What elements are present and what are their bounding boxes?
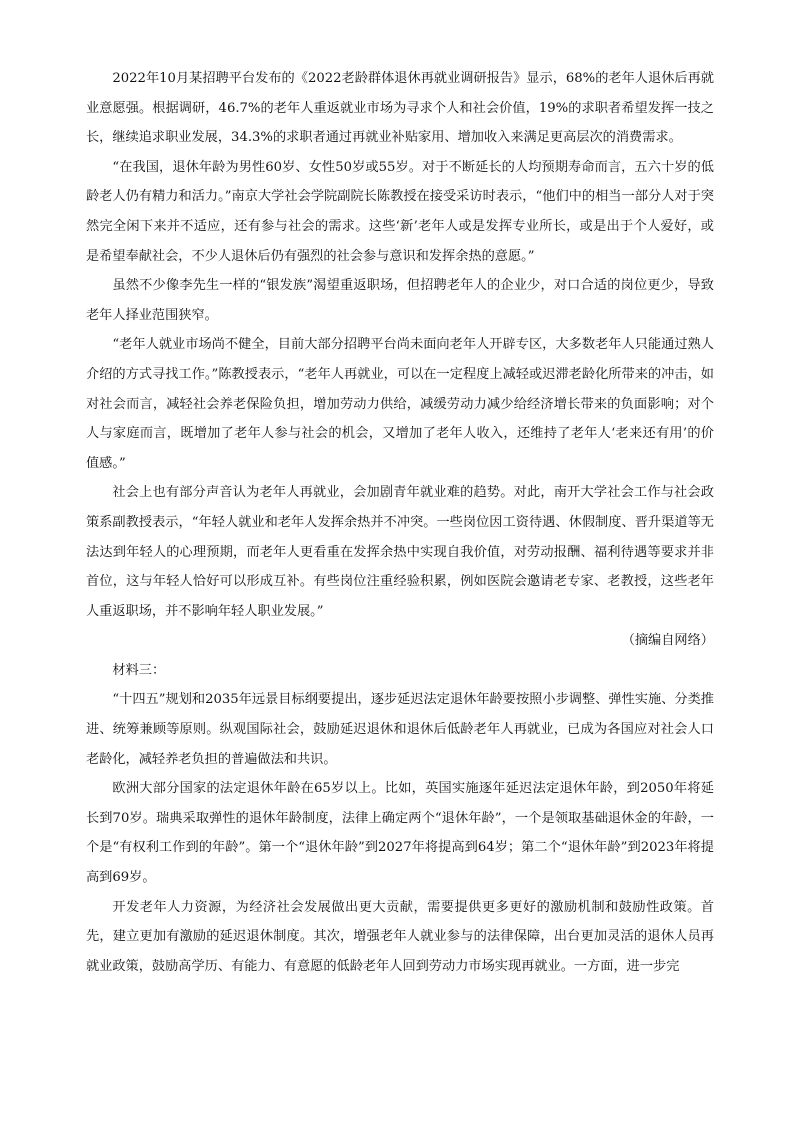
source-note: （摘编自网络） xyxy=(621,633,714,649)
paragraph-europe: 欧洲大部分国家的法定退休年龄在65岁以上。比如，英国实施逐年延迟法定退休年龄，到2050年将延长到70岁。瑞典采取弹性的退休年龄制度，法律上确定两个“退休年龄”，一个是领取基础退休金的年龄，一个是“有权利工作到的年龄”。第一个“退休年龄”到2027年将提高到64岁；第二个“退休年龄”到2023年将提高到69岁。 xyxy=(86,781,714,886)
paragraph-policy: “十四五”规划和2035年远景目标纲要提出，逐步延迟法定退休年龄要按照小步调整、弹性实施、分类推进、统筹兼顾等原则。纵观国际社会，鼓励延迟退休和退休后低龄老年人再就业，已成为各国应对社会人口老龄化，减轻养老负担的普遍做法和共识。 xyxy=(86,692,714,767)
paragraph-youth-employment: 社会上也有部分声音认为老年人再就业，会加剧青年就业难的趋势。对此，南开大学社会工作与社会政策系副教授表示，“年轻人就业和老年人发挥余热并不冲突。一些岗位因工资待遇、休假制度、晋升渠道等无法达到年轻人的心理预期，而老年人更看重在发挥余热中实现自我价值，对劳动报酬、福利待遇等要求并非首位，这与年轻人恰好可以形成互补。有些岗位注重经验积累，例如医院会邀请老专家、老教授，这些老年人重返职场，并不影响年轻人职业发展。” xyxy=(86,485,714,619)
document-page xyxy=(86,64,714,981)
paragraph-quote-chen: “在我国，退休年龄为男性60岁、女性50岁或55岁。对于不断延长的人均预期寿命而言，五六十岁的低龄老人仍有精力和活力。”南京大学社会学院副院长陈教授在接受采访时表示，“他们中的相当一部分人对于突然完全闲下来并不适应，还有参与社会的需求。这些‘新’老年人或是发挥专业所长，或是出于个人爱好，或是希望奉献社会，不少人退休后仍有强烈的社会参与意识和发挥余热的意愿。” xyxy=(86,159,714,264)
material-heading: 材料三： xyxy=(112,662,166,678)
paragraph-silver-hair: 虽然不少像李先生一样的“银发族”渴望重返职场，但招聘老年人的企业少，对口合适的岗位更少，导致老年人择业范围狭窄。 xyxy=(86,278,714,323)
paragraph-incentives: 开发老年人力资源，为经济社会发展做出更大贡献，需要提供更多更好的激励机制和鼓励性政策。首先，建立更加有激励的延迟退休制度。其次，增强老年人就业参与的法律保障，出台更加灵活的退休人员再就业政策，鼓励高学历、有能力、有意愿的低龄老年人回到劳动力市场实现再就业。一方面，进一步完 xyxy=(86,899,714,974)
paragraph-survey: 2022年10月某招聘平台发布的《2022老龄群体退休再就业调研报告》显示，68%的老年人退休后再就业意愿强。根据调研，46.7%的老年人重返就业市场为寻求个人和社会价值，19%的求职者希望发挥一技之长，继续追求职业发展，34.3%的求职者通过再就业补贴家用、增加收入来满足更高层次的消费需求。 xyxy=(86,71,714,146)
paragraph-market: “老年人就业市场尚不健全，目前大部分招聘平台尚未面向老年人开辟专区，大多数老年人只能通过熟人介绍的方式寻找工作。”陈教授表示，“老年人再就业，可以在一定程度上减轻或迟滞老龄化所带来的冲击，如对社会而言，减轻社会养老保险负担，增加劳动力供给，减缓劳动力减少给经济增长带来的负面影响；对个人与家庭而言，既增加了老年人参与社会的机会，又增加了老年人收入，还维持了老年人‘老来还有用’的价值感。” xyxy=(86,337,714,471)
